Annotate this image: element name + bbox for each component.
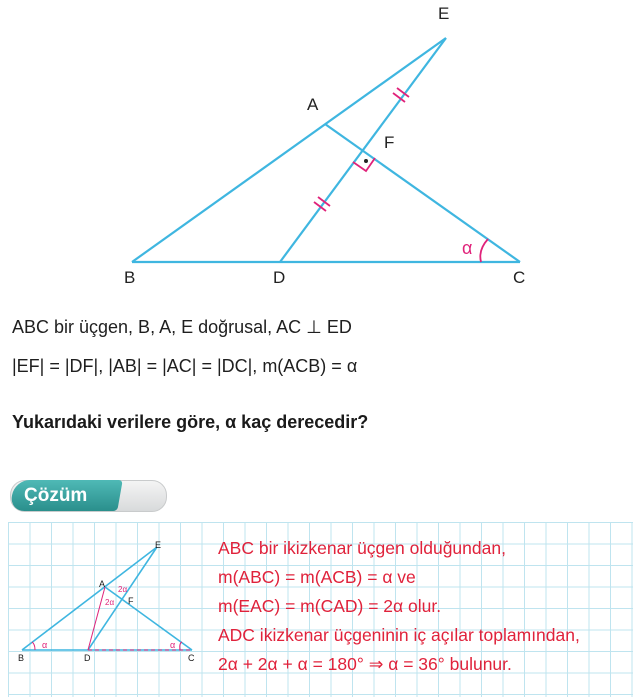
solution-line-5: 2α + 2α + α = 180° ⇒ α = 36° bulunur. <box>218 654 512 674</box>
label-e: E <box>438 4 450 23</box>
label-f: F <box>384 133 395 152</box>
solution-line-1: ABC bir ikizkenar üçgen olduğundan, <box>218 538 506 558</box>
line-be <box>132 38 446 262</box>
triangle-lines <box>132 38 520 262</box>
cozum-label-text: Çözüm <box>24 485 88 506</box>
mini-label-e: E <box>155 540 162 550</box>
right-angle-dot <box>364 159 368 163</box>
line-ac <box>325 124 520 262</box>
mini-line-be <box>22 547 157 650</box>
question-text: Yukarıdaki verilere göre, α kaç derecedir? <box>12 412 369 432</box>
mini-label-b: B <box>18 653 25 663</box>
mini-label-alpha-c: α <box>170 640 176 650</box>
label-d: D <box>273 268 286 287</box>
label-alpha: α <box>462 238 473 258</box>
mini-label-2alpha-2: 2α <box>105 598 115 607</box>
angle-alpha-arc <box>480 239 488 262</box>
mini-label-2alpha-1: 2α <box>118 585 128 594</box>
cozum-label <box>9 480 122 511</box>
problem-line-1: ABC bir üçgen, B, A, E doğrusal, AC ⊥ ED <box>12 317 352 337</box>
mini-label-d: D <box>84 653 91 663</box>
mini-line-ac <box>105 587 192 650</box>
mini-label-a: A <box>99 579 106 589</box>
label-a: A <box>307 95 319 114</box>
solution-line-3: m(EAC) = m(CAD) = 2α olur. <box>218 596 442 616</box>
mini-angle-b <box>32 642 35 650</box>
label-b: B <box>124 268 136 287</box>
solution-line-2: m(ABC) = m(ACB) = α ve <box>218 567 416 587</box>
mini-line-ad <box>88 587 105 650</box>
mini-line-de <box>88 547 157 650</box>
mini-label-alpha-b: α <box>42 640 48 650</box>
main-figure <box>0 0 633 300</box>
mini-label-c: C <box>188 653 195 663</box>
mini-label-f: F <box>128 596 134 606</box>
solution-line-4: ADC ikizkenar üçgeninin iç açılar toplamından, <box>218 625 580 645</box>
problem-line-2: |EF| = |DF|, |AB| = |AC| = |DC|, m(ACB) = α <box>12 356 358 376</box>
label-c: C <box>513 268 526 287</box>
line-de <box>280 38 446 262</box>
